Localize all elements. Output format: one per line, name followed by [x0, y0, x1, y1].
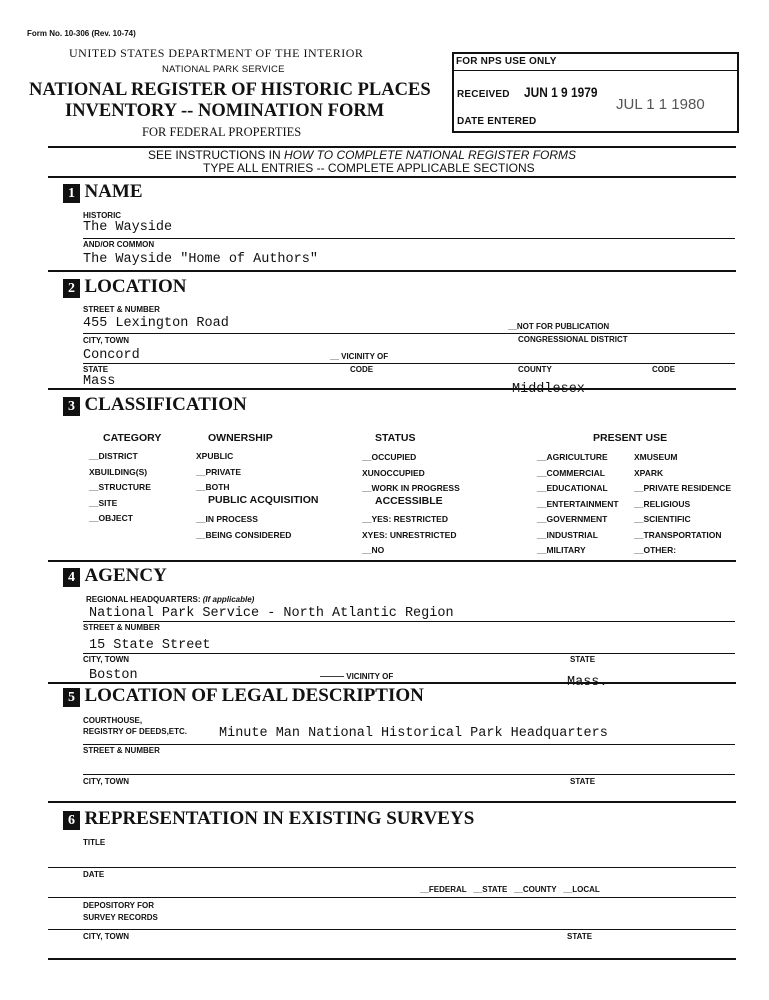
- county-label: COUNTY: [518, 365, 552, 374]
- date-label: DATE: [83, 870, 105, 879]
- state-label: STATE: [570, 655, 596, 664]
- section-title: CLASSIFICATION: [84, 394, 247, 415]
- rule: [83, 621, 735, 622]
- use-educational: __EDUCATIONAL: [537, 483, 608, 493]
- nps-box-title: FOR NPS USE ONLY: [456, 56, 557, 67]
- use-industrial: __INDUSTRIAL: [537, 529, 598, 540]
- form-title-1: NATIONAL REGISTER OF HISTORIC PLACES: [29, 80, 431, 100]
- use-religious: __RELIGIOUS: [634, 498, 691, 509]
- received-date: JUN 1 9 1979: [524, 84, 598, 100]
- section-3-header: [63, 394, 247, 416]
- rule: [48, 929, 736, 930]
- acq-being-considered: __BEING CONSIDERED: [196, 529, 292, 540]
- state-label: STATE: [570, 777, 596, 786]
- courthouse-label: COURTHOUSE,: [83, 716, 143, 725]
- option-county: __COUNTY: [513, 885, 557, 894]
- category-building: XBUILDING(S): [89, 466, 148, 477]
- survey-type-options: [420, 885, 600, 894]
- ownership-head: OWNERSHIP: [208, 432, 273, 444]
- rule: [48, 801, 736, 803]
- rule: [83, 744, 735, 745]
- section-number: 1: [63, 184, 80, 203]
- use-other: __OTHER:: [634, 545, 677, 555]
- city-label: CITY, TOWN: [83, 932, 130, 941]
- state-label: STATE: [567, 932, 593, 941]
- use-museum: XMUSEUM: [634, 452, 678, 462]
- use-private-residence: __PRIVATE RESIDENCE: [634, 483, 731, 493]
- form-number: Form No. 10-306 (Rev. 10-74): [27, 29, 136, 38]
- street-value: 15 State Street: [89, 638, 211, 653]
- rule: [83, 238, 735, 239]
- vicinity-of: ——— VICINITY OF: [320, 672, 394, 681]
- status-work-in-progress: __WORK IN PROGRESS: [362, 483, 460, 493]
- section-title: LOCATION OF LEGAL DESCRIPTION: [84, 685, 424, 706]
- street-label: STREET & NUMBER: [83, 623, 160, 632]
- access-unrestricted: XYES: UNRESTRICTED: [362, 529, 457, 540]
- regional-hq-label: REGIONAL HEADQUARTERS: (If applicable): [86, 595, 255, 604]
- common-name: The Wayside "Home of Authors": [83, 252, 318, 267]
- category-list: [89, 449, 151, 527]
- date-stamp: JUL 1 1 1980: [616, 96, 705, 113]
- instructions-line-1: SEE INSTRUCTIONS IN HOW TO COMPLETE NATIONAL REGISTER FORMS: [148, 148, 577, 162]
- section-5-header: [63, 685, 424, 707]
- public-acquisition-head: PUBLIC ACQUISITION: [208, 494, 319, 506]
- state-value: Mass.: [567, 675, 608, 690]
- city-label: CITY, TOWN: [83, 336, 130, 345]
- section-4-header: [63, 565, 167, 587]
- status-unoccupied: XUNOCCUPIED: [362, 467, 425, 478]
- section-title: REPRESENTATION IN EXISTING SURVEYS: [84, 808, 475, 829]
- state-label: STATE: [83, 365, 109, 374]
- section-title: LOCATION: [84, 276, 187, 297]
- section-number: 6: [63, 811, 80, 830]
- option-federal: __FEDERAL: [420, 885, 467, 894]
- rule: [83, 774, 735, 775]
- access-restricted: __YES: RESTRICTED: [362, 514, 448, 524]
- rule: [83, 363, 735, 364]
- county-value-wrap: [512, 379, 585, 397]
- regional-hq-value: National Park Service - North Atlantic Region: [89, 606, 454, 621]
- section-1-header: [63, 181, 143, 203]
- street-value: 455 Lexington Road: [83, 316, 229, 331]
- county-value: Middlesex: [512, 382, 585, 397]
- use-scientific: __SCIENTIFIC: [634, 514, 691, 524]
- rule: [48, 388, 736, 390]
- congressional-district-label: CONGRESSIONAL DISTRICT: [518, 335, 628, 344]
- use-park: XPARK: [634, 467, 664, 478]
- rule: [48, 270, 736, 272]
- state-value-wrap: [567, 672, 608, 690]
- present-use-head: PRESENT USE: [593, 432, 668, 444]
- accessible-list: [362, 512, 456, 559]
- ownership-both: __BOTH: [196, 482, 230, 492]
- for-federal: FOR FEDERAL PROPERTIES: [142, 125, 302, 139]
- vicinity-of: __ VICINITY OF: [330, 352, 389, 361]
- rule: [83, 653, 735, 654]
- received-label: RECEIVED: [457, 89, 510, 100]
- section-title: AGENCY: [84, 565, 167, 586]
- access-no: __NO: [362, 545, 385, 555]
- city-value: Boston: [89, 668, 138, 683]
- category-district: __DISTRICT: [89, 451, 138, 461]
- use-government: __GOVERNMENT: [537, 514, 608, 524]
- rule: [48, 958, 736, 960]
- category-object: __OBJECT: [89, 513, 133, 523]
- instructions-line-2: TYPE ALL ENTRIES -- COMPLETE APPLICABLE SECTIONS: [203, 161, 535, 175]
- rule: [48, 682, 736, 684]
- acq-in-process: __IN PROCESS: [196, 514, 258, 524]
- ownership-list: [196, 449, 241, 496]
- street-label: STREET & NUMBER: [83, 746, 160, 755]
- section-2-header: [63, 276, 187, 298]
- not-for-publication: __NOT FOR PUBLICATION: [508, 322, 610, 331]
- present-use-list-2: [634, 450, 731, 559]
- common-label: AND/OR COMMON: [83, 240, 155, 249]
- historic-name: The Wayside: [83, 220, 173, 235]
- service-name: NATIONAL PARK SERVICE: [162, 64, 285, 75]
- depository-label-2: SURVEY RECORDS: [83, 913, 158, 922]
- option-state: __STATE: [473, 885, 508, 894]
- use-entertainment: __ENTERTAINMENT: [537, 498, 619, 509]
- form-title-2: INVENTORY -- NOMINATION FORM: [65, 101, 385, 121]
- ownership-public: XPUBLIC: [196, 451, 234, 461]
- status-head: STATUS: [375, 432, 416, 444]
- accessible-head: ACCESSIBLE: [375, 495, 443, 507]
- city-label: CITY, TOWN: [83, 777, 130, 786]
- section-6-header: [63, 808, 474, 830]
- section-number: 2: [63, 279, 80, 298]
- rule: [83, 333, 735, 334]
- status-occupied: __OCCUPIED: [362, 452, 417, 462]
- rule: [48, 560, 736, 562]
- use-commercial: __COMMERCIAL: [537, 467, 606, 478]
- section-title: NAME: [84, 181, 143, 202]
- use-military: __MILITARY: [537, 545, 586, 555]
- code-label-2: CODE: [652, 365, 676, 374]
- city-value: Concord: [83, 348, 140, 363]
- present-use-list-1: [537, 450, 619, 559]
- code-label: CODE: [350, 365, 374, 374]
- date-entered-label: DATE ENTERED: [457, 116, 537, 127]
- use-transportation: __TRANSPORTATION: [634, 529, 722, 540]
- acquisition-list: [196, 512, 291, 543]
- registry-label: REGISTRY OF DEEDS,ETC.: [83, 727, 188, 736]
- category-structure: __STRUCTURE: [89, 482, 151, 492]
- dept-name: UNITED STATES DEPARTMENT OF THE INTERIOR: [69, 46, 364, 60]
- option-local: __LOCAL: [563, 885, 600, 894]
- category-head: CATEGORY: [103, 432, 162, 444]
- city-label: CITY, TOWN: [83, 655, 130, 664]
- nps-use-box: [452, 52, 739, 133]
- section-number: 5: [63, 688, 80, 707]
- state-value: Mass: [83, 374, 116, 389]
- section-number: 4: [63, 568, 80, 587]
- historic-label: HISTORIC: [83, 211, 122, 220]
- nps-box-divider: [454, 70, 737, 71]
- rule: [48, 176, 736, 178]
- category-site: __SITE: [89, 497, 118, 508]
- status-list: [362, 450, 460, 497]
- registry-value: Minute Man National Historical Park Headquarters: [219, 726, 608, 741]
- title-label: TITLE: [83, 838, 106, 847]
- street-label: STREET & NUMBER: [83, 305, 160, 314]
- depository-label-1: DEPOSITORY FOR: [83, 901, 154, 910]
- rule: [48, 867, 736, 868]
- ownership-private: __PRIVATE: [196, 466, 242, 477]
- rule: [48, 897, 736, 898]
- use-agriculture: __AGRICULTURE: [537, 452, 608, 462]
- section-number: 3: [63, 397, 80, 416]
